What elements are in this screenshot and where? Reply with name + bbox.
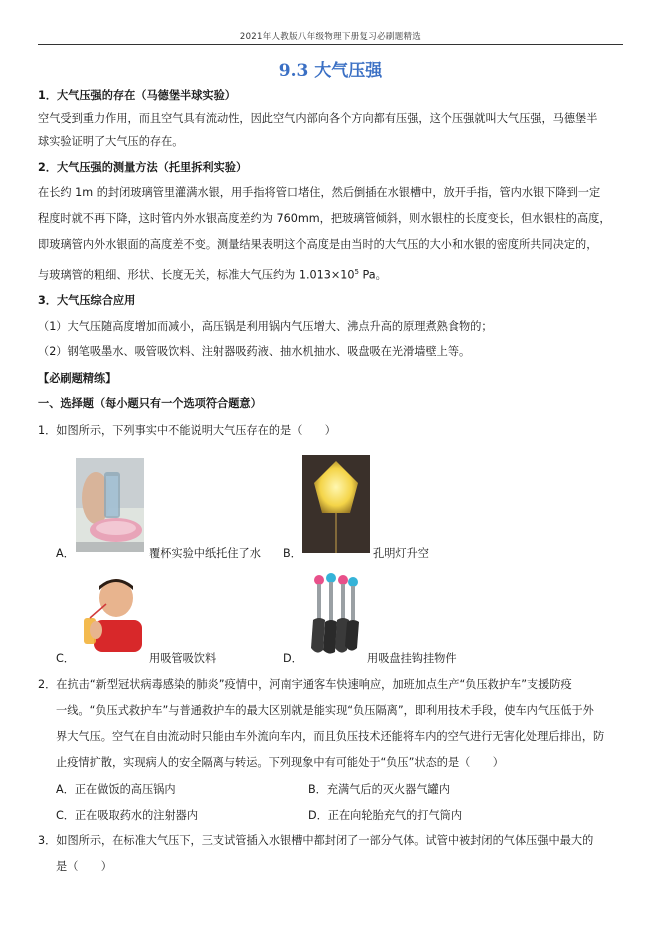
section3-line-2: （2）钢笔吸墨水、吸管吸饮料、注射器吸药液、抽水机抽水、吸盘吸在光滑墙壁上等。 [38, 345, 471, 358]
q2-option-c: C．正在吸取药水的注射器内 [56, 809, 199, 822]
section1-line-1: 空气受到重力作用，而且空气具有流动性，因此空气内部向各个方向都有压强，这个压强就叫大气压强，马德堡半 [38, 112, 598, 125]
q1-option-c-caption: 用吸管吸饮料 [149, 652, 217, 665]
q1-option-a-letter: A． [56, 547, 75, 560]
q2-option-a: A．正在做饭的高压锅内 [56, 783, 176, 796]
page-header: 2021年人教版八年级物理下册复习必刷题精选 [239, 32, 422, 42]
figure-d-suction-hooks [305, 572, 365, 656]
section2-line-2: 程度时就不再下降，这时管内外水银高度差约为 760mm，把玻璃管倾斜，则水银柱的长度变长，但水银柱的高度， [38, 212, 611, 225]
part1-heading: 一、选择题（每小题只有一个选项符合题意） [38, 397, 262, 410]
q2-line-1: 2．在抗击“新型冠状病毒感染的肺炎”疫情中，河南宇通客车快速响应，加班加点生产“负压救护车”支援防疫 [38, 678, 572, 691]
section1-line-2: 球实验证明了大气压的存在。 [38, 135, 184, 148]
q2-line-3: 界大气压。空气在自由流动时只能由车外流向车内，而且负压技术还能将车内的空气进行无害化处理后排出，防 [56, 730, 605, 743]
q1-option-c-letter: C． [56, 652, 75, 665]
figure-b-kongming-lantern [302, 455, 370, 553]
q2-line-2: 一线。“负压式救护车”与普通救护车的最大区别就是能实现“负压隔离”，即利用技术手段，使车内气压低于外 [56, 704, 594, 717]
section2-line-3: 即玻璃管内外水银面的高度差不变。测量结果表明这个高度是由当时的大气压的大小和水银的密度所共同决定的， [38, 238, 598, 251]
q1-option-a-caption: 覆杯实验中纸托住了水 [149, 547, 261, 560]
section3-heading: 3．大气压综合应用 [38, 294, 136, 307]
figure-c-straw-drinking [76, 572, 146, 652]
q2-option-d: D．正在向轮胎充气的打气筒内 [308, 809, 463, 822]
section2-line-4 [38, 264, 387, 284]
section2-line-4-text: 与玻璃管的粗细、形状、长度无关，标准大气压约为 1.013×10 [38, 268, 355, 282]
page-title: 9.3 大气压强 [278, 61, 383, 81]
q1-stem: 1．如图所示，下列事实中不能说明大气压存在的是（ ） [38, 424, 336, 437]
q2-option-b: B．充满气后的灭火器气罐内 [308, 783, 450, 796]
section1-heading: 1．大气压强的存在（马德堡半球实验） [38, 89, 236, 102]
pressure-unit: Pa。 [358, 268, 387, 282]
section3-line-1: （1）大气压随高度增加而减小，高压锅是利用锅内气压增大、沸点升高的原理煮熟食物的； [38, 320, 493, 333]
header-rule [38, 44, 623, 45]
q3-line-1: 3．如图所示，在标准大气压下，三支试管插入水银槽中都封闭了一部分气体。试管中被封闭的气体压强中最大的 [38, 834, 594, 847]
q3-line-2: 是（ ） [56, 860, 112, 873]
section2-line-1: 在长约 1m 的封闭玻璃管里灌满水银，用手指将管口堵住，然后倒插在水银槽中，放开手指，管内水银下降到一定 [38, 186, 601, 199]
exponent: 5 [354, 268, 359, 276]
figure-a-cup-experiment [76, 458, 144, 552]
q1-option-b-letter: B． [283, 547, 302, 560]
section2-heading: 2．大气压强的测量方法（托里拆利实验） [38, 161, 248, 174]
q1-option-d-letter: D． [283, 652, 303, 665]
q1-option-d-caption: 用吸盘挂钩挂物件 [367, 652, 457, 665]
q2-line-4: 止疫情扩散，实现病人的安全隔离与转运。下列现象中有可能处于“负压”状态的是（ ） [56, 756, 504, 769]
bishua-heading: 【必刷题精练】 [38, 372, 117, 385]
q1-option-b-caption: 孔明灯升空 [373, 547, 429, 560]
